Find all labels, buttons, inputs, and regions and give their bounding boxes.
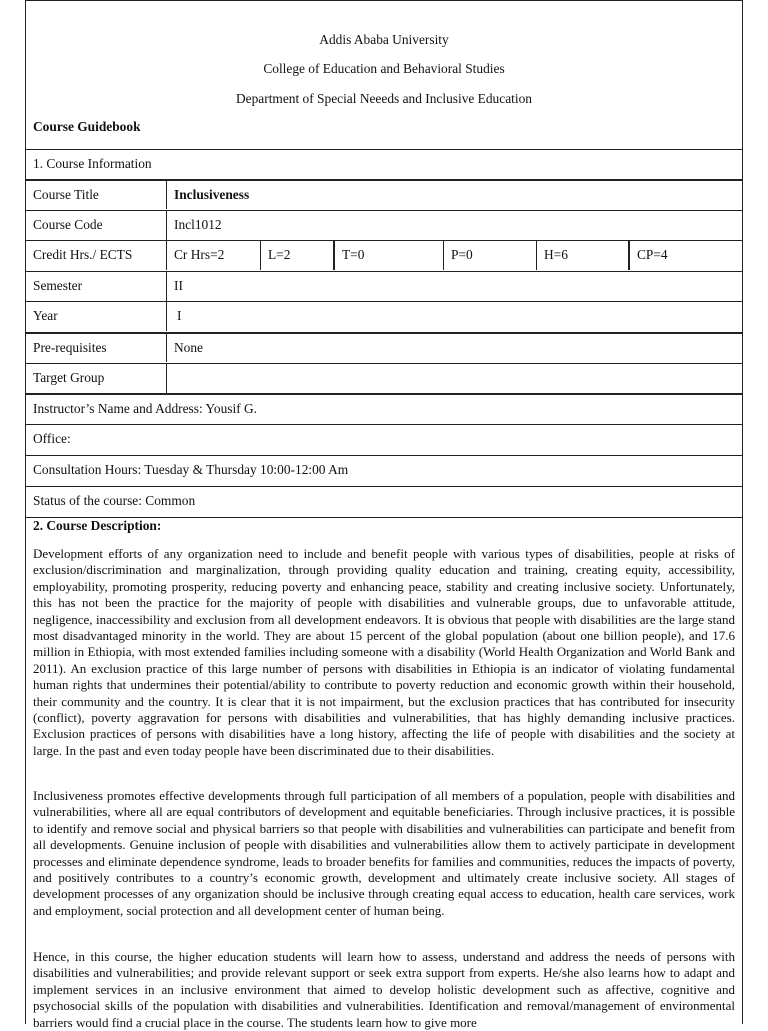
course-title-value: Inclusiveness [166, 181, 249, 209]
credit-hours-label: Credit Hrs./ ECTS [33, 247, 133, 262]
course-code-value: Incl1012 [166, 211, 222, 240]
semester-value: II [166, 272, 183, 301]
status-row [26, 486, 742, 516]
target-group-row [26, 363, 742, 393]
credit-home-study: H=6 [536, 241, 568, 270]
semester-row [26, 271, 742, 301]
office-row [26, 424, 742, 454]
credit-practical: P=0 [443, 241, 473, 270]
document-header [26, 1, 742, 149]
year-value: I [166, 302, 181, 331]
instructor-row [26, 393, 742, 423]
course-description-heading: 2. Course Description: [33, 518, 162, 533]
target-group-value [166, 364, 174, 393]
credit-cp: CP=4 [628, 241, 668, 270]
semester-label: Semester [33, 278, 83, 293]
credit-lecture: L=2 [260, 241, 290, 270]
course-title-row [26, 179, 742, 209]
office-info: Office: [33, 431, 71, 446]
credit-cr-hrs: Cr Hrs=2 [166, 241, 224, 270]
course-info-heading: 1. Course Information [33, 156, 152, 171]
course-info-heading-row [26, 149, 742, 179]
guidebook-title: Course Guidebook [33, 119, 141, 134]
description-paragraph-1: Development efforts of any organization need to include and benefit people with various types of disabilities, people at risks of exclusion/discrimination and marginalization, through providing quality education and training, creating equity, accessibility, employability, promoting prosperity, reducing poverty and enhancing peace, stability and creating inclusive society. Unfortunately, this has not been the practice for the majority of people with disabilities and vulnerable groups, due to unfavorable attitude, negligence, inaccessibility and exclusion from all development endeavors. It is obvious that people with disabilities are the large stand most disadvantaged minority in the world. They are about 15 percent of the global population (about one billion people), and 17.6 million in Ethiopia, with most extended families including someone with a disability (World Health Organization and World Bank and 2011). An exclusion practice of this large number of persons with disabilities in Ethiopia is an indicator of violating fundamental human rights that undermines their potential/ability to contribute to poverty reduction and economic growth within their household, their community and the country. It is clear that it is not impairment, but the exclusion practices that has contributed for insecurity (conflict), poverty aggravation for persons with disabilities and vulnerabilities, that has highly demanding inclusive practices. Exclusion practices of persons with disabilities have a long history, affecting the life of people with disabilities and the society at large. In the past and even today people have been discriminated due to their disabilities. [33, 546, 735, 758]
university-name: Addis Ababa University [319, 32, 449, 47]
consultation-row [26, 455, 742, 485]
department-name: Department of Special Neeeds and Inclusive Education [236, 91, 532, 106]
description-paragraph-3: Hence, in this course, the higher education students will learn how to assess, understand and address the needs of persons with disabilities and vulnerabilities; and provide relevant support or seek extra support from experts. He/she also learns how to adapt and implement services in an inclusive environment that aimed to develop holistic development such as affective, cognitive and psychosocial skills of the population with disabilities and vulnerabilities. Identification and removal/management of environmental barriers would find a crucial place in the course. The students learn how to give more [33, 949, 735, 1030]
year-row [26, 301, 742, 331]
target-group-label: Target Group [33, 370, 105, 385]
instructor-info: Instructor’s Name and Address: Yousif G. [33, 401, 258, 416]
course-title-label: Course Title [33, 187, 99, 202]
year-label: Year [33, 308, 58, 323]
document-page [25, 0, 743, 1030]
prerequisites-row [26, 332, 742, 362]
description-paragraph-2: Inclusiveness promotes effective developments through full participation of all members of a population, people with disabilities and vulnerabilities, where all are equal contributors of development and equitable beneficiaries. Through inclusive practices, it is possible to identify and remove social and physical barriers so that people with disabilities and vulnerabilities can participate and benefit from all developments. Genuine inclusion of people with disabilities and vulnerabilities allow them to actively participate in development processes and eliminate dependence syndrome, leads to broader benefits for families and communities, reduces the impacts of poverty, and positively contributes to a country’s economic growth, development and ultimately create inclusive society. All stages of development processes of any organization should be inclusive through creating equal access to education, health care services, work and employment, social protection and all development center of human being. [33, 788, 735, 918]
consultation-hours: Consultation Hours: Tuesday & Thursday 10:00-12:00 Am [33, 462, 349, 477]
credit-tutorial: T=0 [333, 241, 364, 270]
prerequisites-label: Pre-requisites [33, 340, 107, 355]
credit-hours-row [26, 240, 742, 270]
course-status: Status of the course: Common [33, 493, 196, 508]
course-code-label: Course Code [33, 217, 103, 232]
course-code-row [26, 210, 742, 240]
prerequisites-value: None [166, 334, 203, 362]
college-name: College of Education and Behavioral Studies [263, 61, 505, 76]
